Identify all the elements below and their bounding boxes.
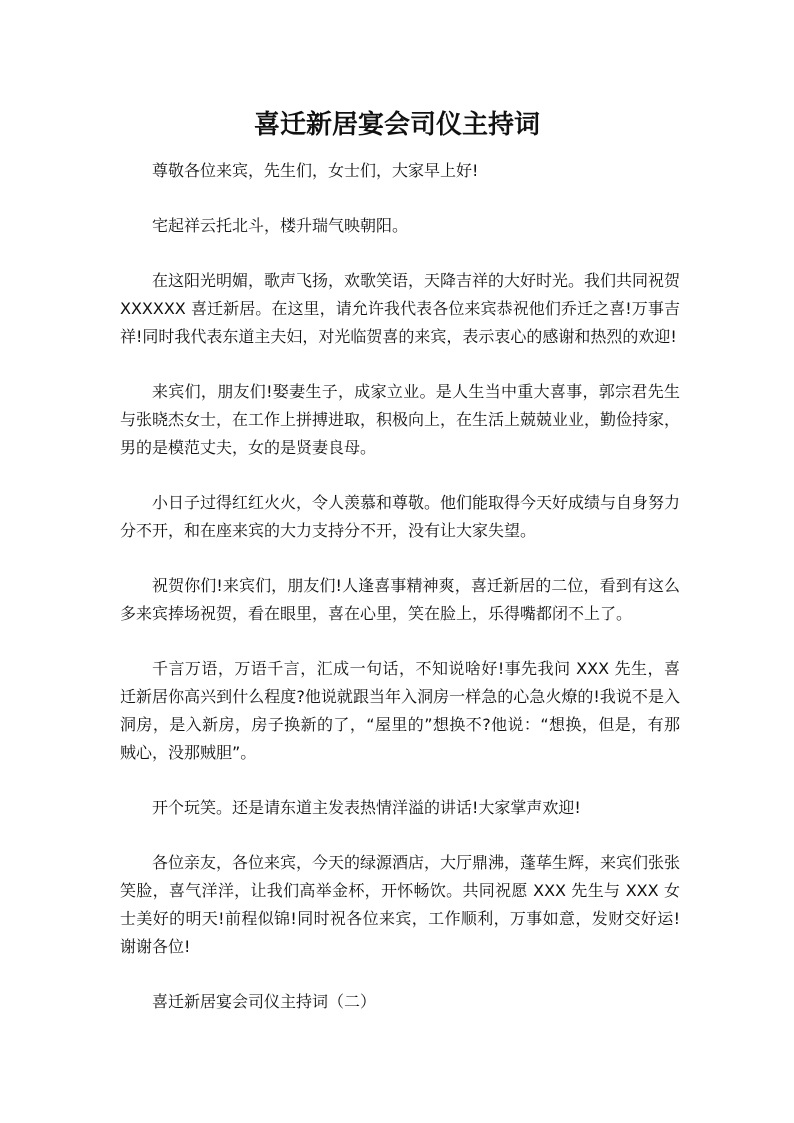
document-body [120,157,680,1043]
paragraph: 各位亲友，各位来宾，今天的绿源酒店，大厅鼎沸，蓬荜生辉，来宾们张张笑脸，喜气洋洋，让我们高举金杯，开怀畅饮。共同祝愿 XXX 先生与 XXX 女士美好的明天!前程似锦!同时祝各位来宾，工作顺利，万事如意，发财交好运!谢谢各位! [120,853,681,956]
paragraph: 千言万语，万语千言，汇成一句话，不知说啥好!事先我问 XXX 先生，喜迁新居你高兴到什么程度?他说就跟当年入洞房一样急的心急火燎的!我说不是入洞房，是入新房，房子换新的了，“屋里的”想换不?他说：“想换，但是，有那贼心，没那贼胆”。 [120,659,680,762]
paragraph: 在这阳光明媚，歌声飞扬，欢歌笑语，天降吉祥的大好时光。我们共同祝贺XXXXXX 喜迁新居。在这里，请允许我代表各位来宾恭祝他们乔迁之喜!万事吉祥!同时我代表东道主夫妇，对光临贺喜的来宾，表示衷心的感谢和热烈的欢迎! [120,271,681,346]
document-title: 喜迁新居宴会司仪主持词 [253,110,540,140]
paragraph-couplet: 宅起祥云托北斗，楼升瑞气映朝阳。 [152,216,409,235]
paragraph: 祝贺你们!来宾们，朋友们!人逢喜事精神爽，喜迁新居的二位，看到有这么多来宾捧场祝贺，看在眼里，喜在心里，笑在脸上，乐得嘴都闭不上了。 [120,576,680,623]
section-heading: 喜迁新居宴会司仪主持词（二） [152,992,377,1011]
paragraph: 开个玩笑。还是请东道主发表热情洋溢的讲话!大家掌声欢迎! [152,798,581,817]
paragraph: 小日子过得红红火火，令人羡慕和尊敬。他们能取得今天好成绩与自身努力分不开，和在座来宾的大力支持分不开，没有让大家失望。 [120,493,681,540]
paragraph: 来宾们，朋友们!娶妻生子，成家立业。是人生当中重大喜事，郭宗君先生与张晓杰女士，在工作上拼搏进取，积极向上，在生活上兢兢业业，勤俭持家，男的是模范丈夫，女的是贤妻良母。 [120,382,681,457]
paragraph-greeting: 尊敬各位来宾，先生们，女士们，大家早上好! [152,161,479,180]
